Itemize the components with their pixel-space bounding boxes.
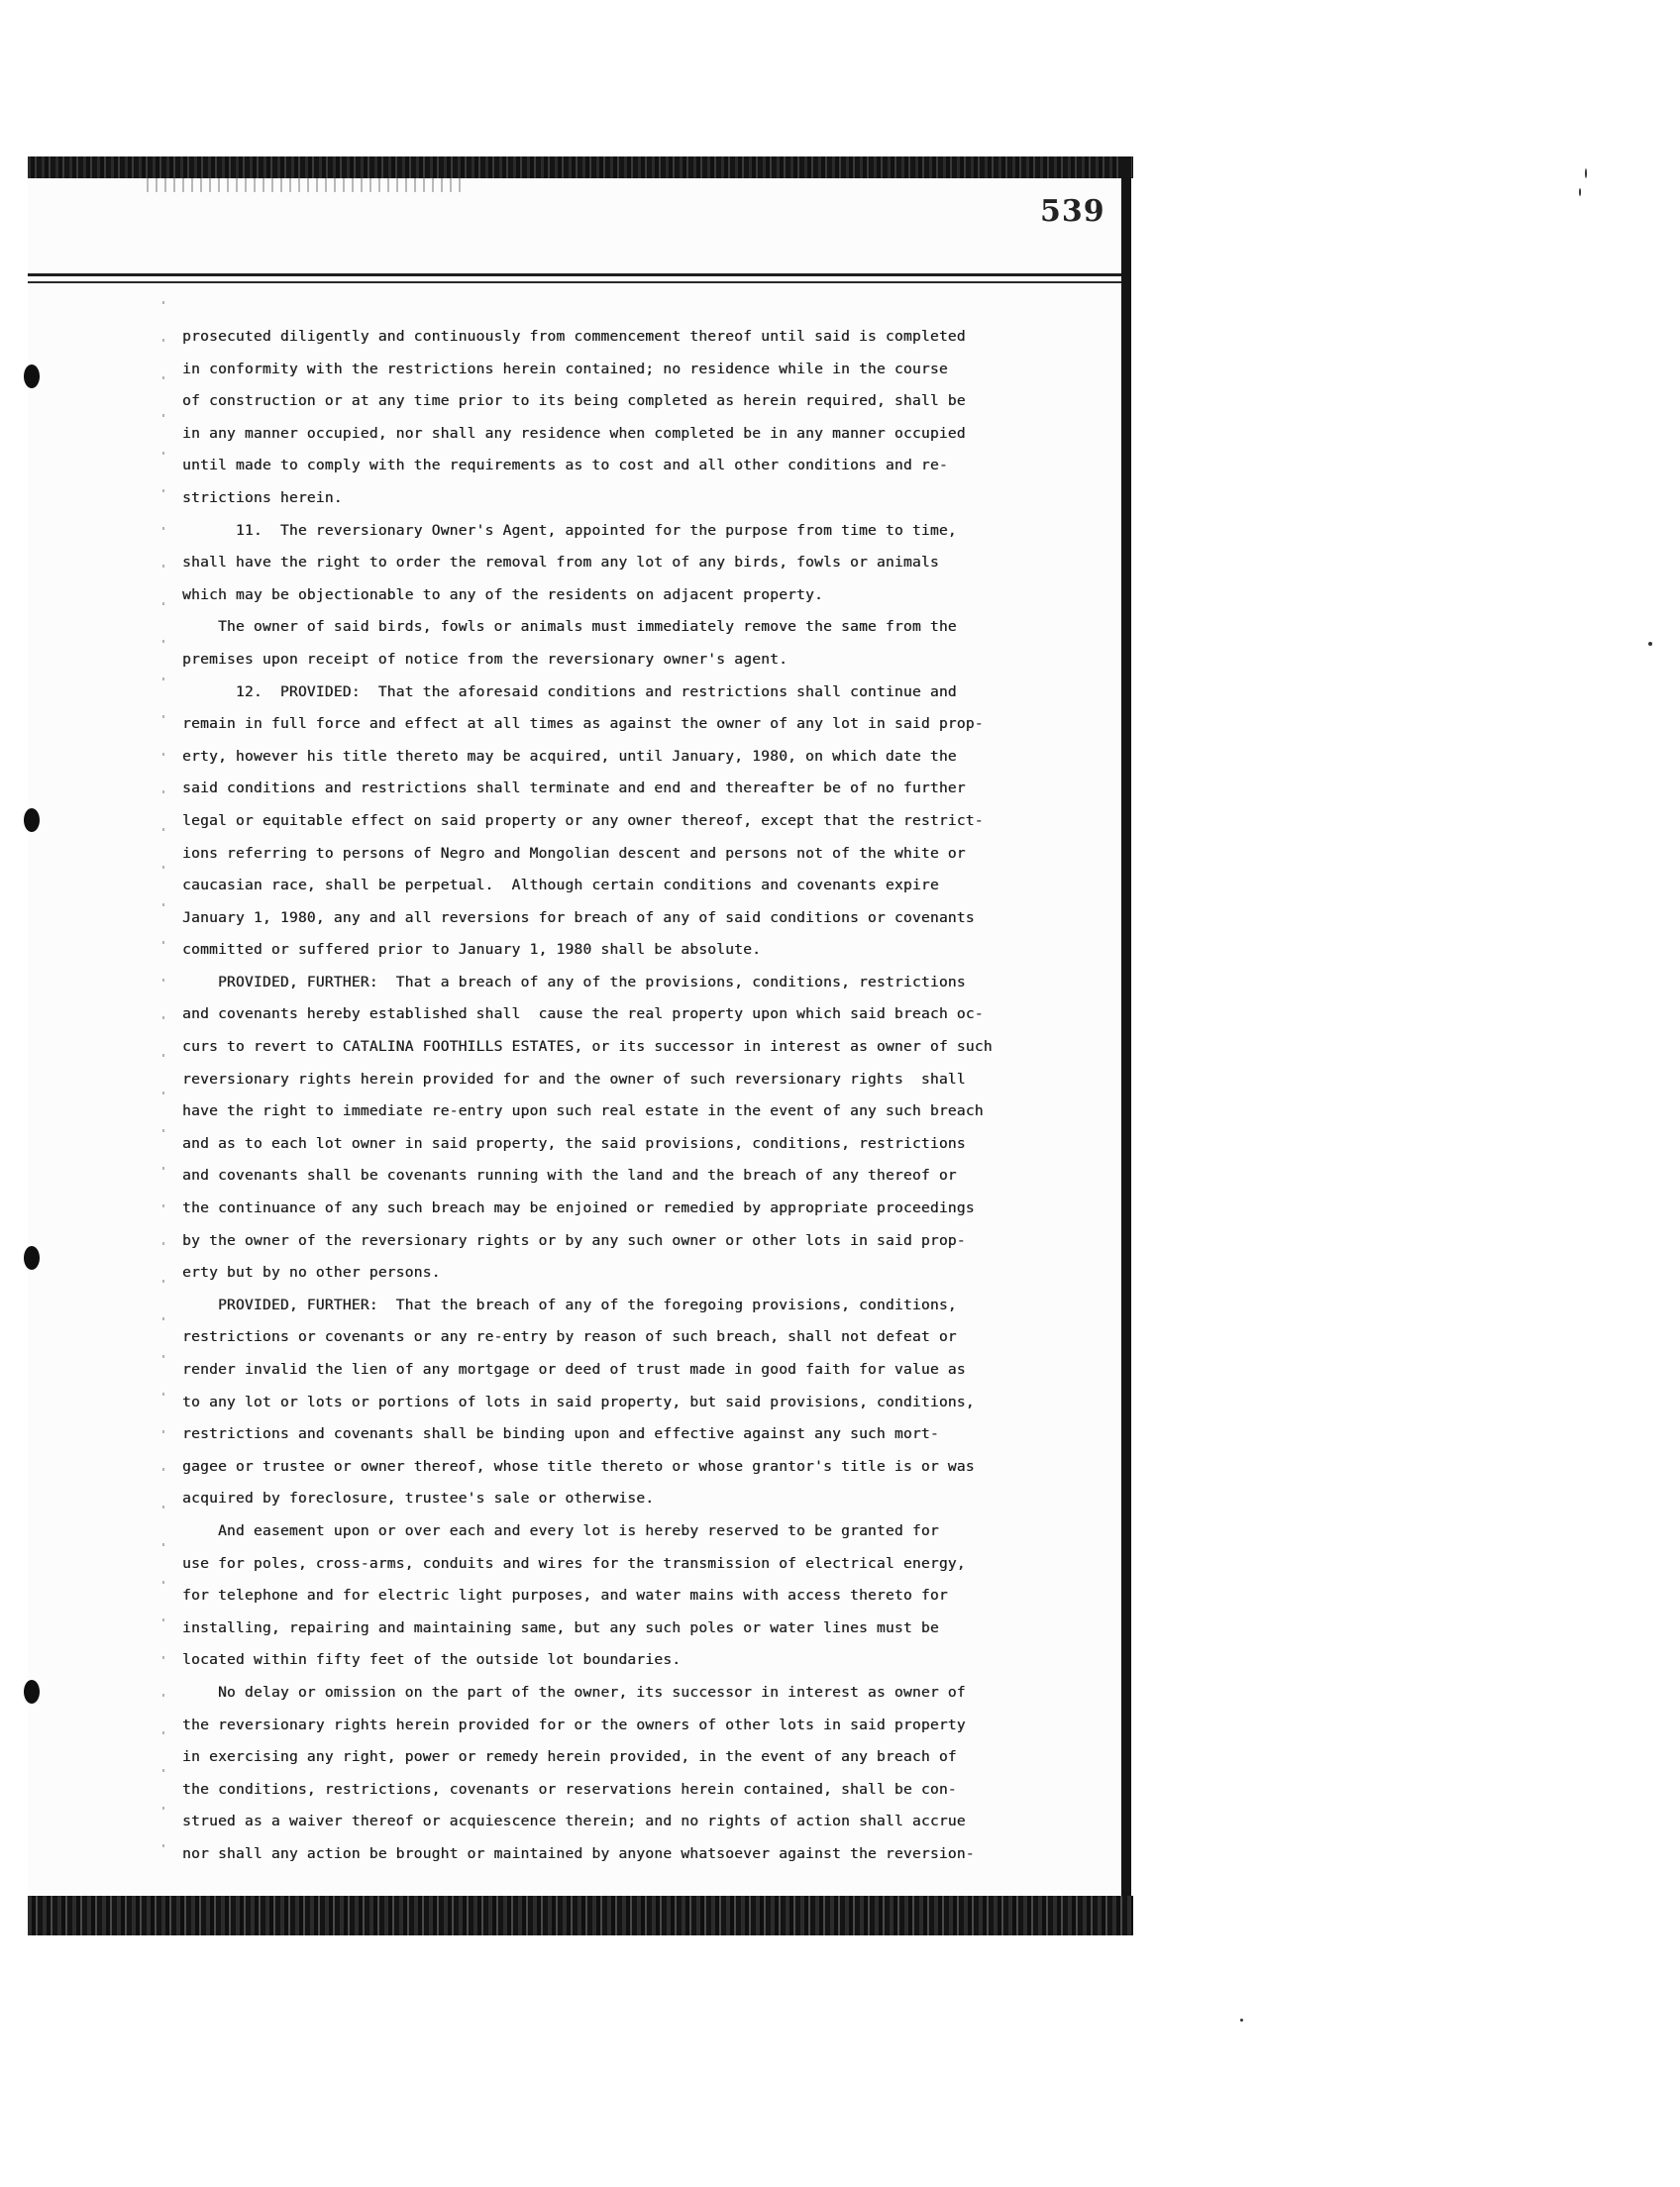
text-line: 12. PROVIDED: That the aforesaid conditions and restrictions shall continue and — [182, 682, 957, 700]
scan-top-border — [28, 156, 1133, 178]
scanned-page — [28, 156, 1133, 1935]
text-line: caucasian race, shall be perpetual. Although certain conditions and covenants expire — [182, 877, 939, 894]
margin-marks — [162, 301, 164, 1876]
text-line: No delay or omission on the part of the owner, its successor in interest as owner of — [182, 1683, 966, 1701]
text-line: nor shall any action be brought or maintained by anyone whatsoever against the reversion- — [182, 1844, 975, 1862]
text-line: erty, however his title thereto may be acquired, until January, 1980, on which date the — [182, 747, 957, 765]
text-line: PROVIDED, FURTHER: That a breach of any of the provisions, conditions, restrictions — [182, 973, 966, 990]
text-line: acquired by foreclosure, trustee's sale or otherwise. — [182, 1490, 655, 1508]
text-line: shall have the right to order the removal from any lot of any birds, fowls or animals — [182, 554, 939, 572]
text-line: in exercising any right, power or remedy herein provided, in the event of any breach of — [182, 1748, 957, 1766]
text-line: by the owner of the reversionary rights or by any such owner or other lots in said prop- — [182, 1231, 966, 1249]
text-line: and as to each lot owner in said property, the said provisions, conditions, restrictions — [182, 1134, 966, 1152]
text-line: and covenants shall be covenants running with the land and the breach of any thereof or — [182, 1167, 957, 1185]
text-line: located within fifty feet of the outside lot boundaries. — [182, 1651, 682, 1669]
text-line: reversionary rights herein provided for and the owner of such reversionary rights shall — [182, 1070, 966, 1088]
text-line: of construction or at any time prior to its being completed as herein required, shall be — [182, 392, 966, 410]
scan-noise — [147, 178, 464, 192]
text-line: ions referring to persons of Negro and Mongolian descent and persons not of the white or — [182, 844, 966, 862]
text-line: erty but by no other persons. — [182, 1264, 441, 1282]
text-line: in conformity with the restrictions herein contained; no residence while in the course — [182, 360, 948, 377]
scan-right-border — [1121, 156, 1131, 1935]
text-line: premises upon receipt of notice from the reversionary owner's agent. — [182, 650, 788, 668]
text-line: the continuance of any such breach may be enjoined or remedied by appropriate proceedings — [182, 1199, 975, 1217]
text-line: gagee or trustee or owner thereof, whose title thereto or whose grantor's title is or was — [182, 1457, 975, 1475]
punch-hole — [24, 1246, 40, 1270]
scan-bottom-border — [28, 1896, 1133, 1935]
text-line: strictions herein. — [182, 488, 343, 506]
scan-speck — [1579, 188, 1581, 196]
text-line: strued as a waiver thereof or acquiescence therein; and no rights of action shall accrue — [182, 1813, 966, 1830]
text-line: restrictions and covenants shall be binding upon and effective against any such mort- — [182, 1425, 939, 1443]
text-line: which may be objectionable to any of the residents on adjacent property. — [182, 585, 824, 603]
text-line: said conditions and restrictions shall terminate and end and thereafter be of no further — [182, 780, 966, 797]
text-line: curs to revert to CATALINA FOOTHILLS ESTATES, or its successor in interest as owner of such — [182, 1038, 993, 1056]
text-line: prosecuted diligently and continuously from commencement thereof until said is completed — [182, 328, 966, 345]
text-line: the reversionary rights herein provided for or the owners of other lots in said property — [182, 1716, 966, 1733]
text-line: and covenants hereby established shall cause the real property upon which said breach oc- — [182, 1005, 984, 1023]
text-line: render invalid the lien of any mortgage or deed of trust made in good faith for value as — [182, 1361, 966, 1378]
text-line: have the right to immediate re-entry upon such real estate in the event of any such breach — [182, 1102, 984, 1120]
text-line: January 1, 1980, any and all reversions for breach of any of said conditions or covenants — [182, 908, 975, 926]
text-line: the conditions, restrictions, covenants or reservations herein contained, shall be con- — [182, 1780, 957, 1798]
text-line: for telephone and for electric light purposes, and water mains with access thereto for — [182, 1587, 948, 1605]
body-text — [182, 321, 1103, 1871]
text-line: 11. The reversionary Owner's Agent, appointed for the purpose from time to time, — [182, 521, 957, 539]
text-line: until made to comply with the requirements as to cost and all other conditions and re- — [182, 457, 948, 474]
page-number: 539 — [1040, 194, 1105, 229]
scan-speck — [1648, 642, 1652, 646]
text-line: use for poles, cross-arms, conduits and wires for the transmission of electrical energy, — [182, 1554, 966, 1572]
text-line: committed or suffered prior to January 1, 1980 shall be absolute. — [182, 941, 762, 959]
text-line: legal or equitable effect on said property or any owner thereof, except that the restrict- — [182, 811, 984, 829]
text-line: restrictions or covenants or any re-entry by reason of such breach, shall not defeat or — [182, 1328, 957, 1346]
text-line: remain in full force and effect at all times as against the owner of any lot in said prop- — [182, 715, 984, 733]
text-line: installing, repairing and maintaining same, but any such poles or water lines must be — [182, 1618, 939, 1636]
text-line: to any lot or lots or portions of lots in said property, but said provisions, conditions, — [182, 1393, 975, 1410]
punch-hole — [24, 364, 40, 388]
scan-speck — [1585, 168, 1587, 178]
punch-hole — [24, 808, 40, 832]
punch-hole — [24, 1680, 40, 1704]
scan-speck — [1240, 2019, 1243, 2022]
text-line: And easement upon or over each and every lot is hereby reserved to be granted for — [182, 1521, 939, 1539]
text-line: The owner of said birds, fowls or animals must immediately remove the same from the — [182, 618, 957, 636]
text-line: PROVIDED, FURTHER: That the breach of any of the foregoing provisions, conditions, — [182, 1296, 957, 1313]
header-rule — [28, 273, 1121, 276]
text-line: in any manner occupied, nor shall any residence when completed be in any manner occupied — [182, 424, 966, 442]
header-rule-secondary — [28, 281, 1121, 283]
